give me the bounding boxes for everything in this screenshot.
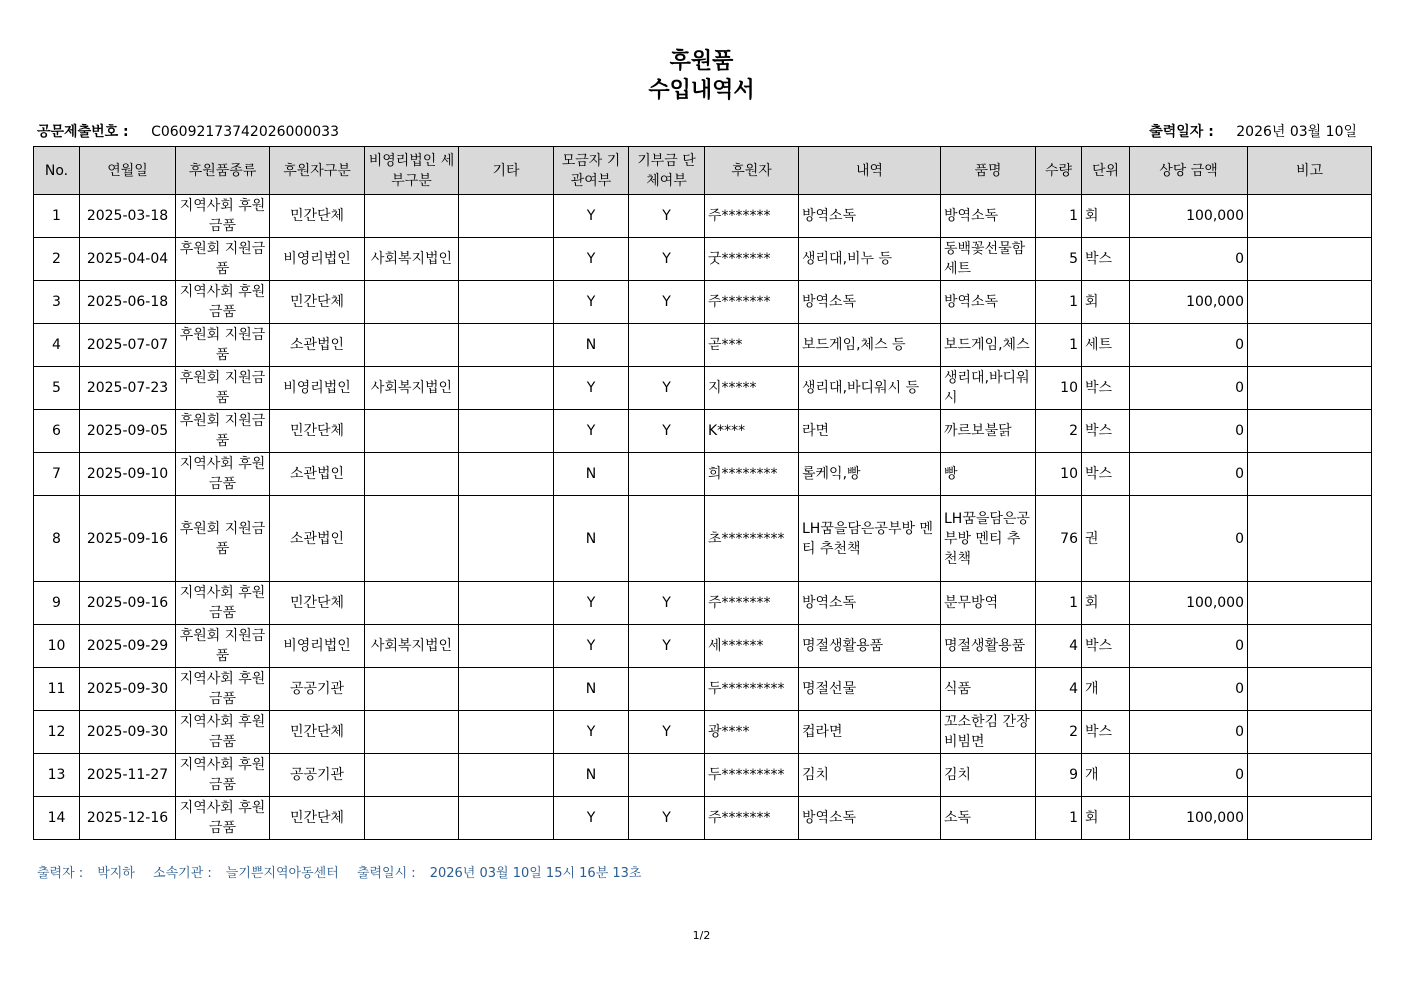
cell-unit: 회 [1082,582,1130,625]
cell-unit: 권 [1082,496,1130,582]
cell-note [1248,324,1372,367]
cell-type: 지역사회 후원금품 [176,754,270,797]
cell-donor-class: 소관법인 [270,324,365,367]
cell-donor-class: 공공기관 [270,668,365,711]
cell-date: 2025-07-07 [80,324,176,367]
cell-amount: 0 [1130,754,1248,797]
cell-np-detail [365,410,459,453]
cell-item: 방역소독 [941,281,1036,324]
col-donor: 후원자 [705,147,799,195]
cell-no: 11 [34,668,80,711]
cell-donor: 두********* [705,754,799,797]
cell-donor-class: 비영리법인 [270,238,365,281]
cell-note [1248,582,1372,625]
cell-no: 1 [34,195,80,238]
cell-type: 후원회 지원금품 [176,324,270,367]
table-header-row [34,147,1372,195]
cell-donor-class: 민간단체 [270,410,365,453]
printer-name: 박지하 [97,866,135,881]
cell-amount: 0 [1130,410,1248,453]
cell-fund-org: N [554,496,629,582]
cell-donation-org: Y [629,410,705,453]
document-title [0,47,1403,105]
cell-note [1248,711,1372,754]
cell-donor: 곧*** [705,324,799,367]
cell-no: 10 [34,625,80,668]
cell-amount: 0 [1130,668,1248,711]
cell-type: 지역사회 후원금품 [176,668,270,711]
cell-type: 지역사회 후원금품 [176,711,270,754]
cell-np-detail [365,195,459,238]
doc-number [37,121,339,141]
doc-number-label: 공문제출번호 : [37,124,129,140]
cell-etc [459,582,554,625]
cell-np-detail: 사회복지법인 [365,625,459,668]
cell-donation-org: Y [629,195,705,238]
cell-item: 방역소독 [941,195,1036,238]
col-amount: 상당 금액 [1130,147,1248,195]
col-donation-org: 기부금 단체여부 [629,147,705,195]
cell-qty: 10 [1036,453,1082,496]
cell-no: 7 [34,453,80,496]
cell-donor: 두********* [705,668,799,711]
cell-unit: 회 [1082,195,1130,238]
cell-desc: 컵라면 [799,711,941,754]
table-row [34,281,1372,324]
cell-unit: 회 [1082,281,1130,324]
cell-date: 2025-09-05 [80,410,176,453]
cell-fund-org: N [554,453,629,496]
cell-date: 2025-07-23 [80,367,176,410]
cell-unit: 박스 [1082,625,1130,668]
cell-qty: 10 [1036,367,1082,410]
cell-amount: 100,000 [1130,195,1248,238]
table-row [34,797,1372,840]
cell-desc: 명절선물 [799,668,941,711]
print-footer [37,862,656,881]
cell-donor: 세****** [705,625,799,668]
cell-date: 2025-09-30 [80,711,176,754]
cell-date: 2025-09-29 [80,625,176,668]
cell-type: 지역사회 후원금품 [176,582,270,625]
cell-qty: 9 [1036,754,1082,797]
print-date-value: 2026년 03월 10일 [1236,124,1357,140]
cell-item: 꼬소한김 간장비빔면 [941,711,1036,754]
cell-etc [459,281,554,324]
cell-np-detail [365,324,459,367]
cell-donation-org: Y [629,797,705,840]
cell-donation-org [629,453,705,496]
printer-label: 출력자 : [37,866,84,881]
printed-at-label: 출력일시 : [356,866,416,881]
cell-item: 김치 [941,754,1036,797]
cell-qty: 1 [1036,281,1082,324]
cell-type: 후원회 지원금품 [176,410,270,453]
cell-type: 지역사회 후원금품 [176,281,270,324]
cell-amount: 0 [1130,324,1248,367]
cell-donor-class: 민간단체 [270,711,365,754]
cell-desc: 라면 [799,410,941,453]
cell-desc: 김치 [799,754,941,797]
page-number: 1/2 [692,929,711,942]
cell-qty: 1 [1036,797,1082,840]
cell-date: 2025-04-04 [80,238,176,281]
table-row [34,668,1372,711]
cell-no: 6 [34,410,80,453]
col-no: No. [34,147,80,195]
cell-fund-org: Y [554,410,629,453]
cell-np-detail [365,582,459,625]
cell-etc [459,754,554,797]
printed-at: 2026년 03월 10일 15시 16분 13초 [429,866,642,881]
print-date [1149,121,1357,141]
cell-item: 분무방역 [941,582,1036,625]
cell-etc [459,324,554,367]
cell-fund-org: N [554,324,629,367]
cell-fund-org: Y [554,711,629,754]
cell-desc: 롤케익,빵 [799,453,941,496]
cell-desc: 방역소독 [799,281,941,324]
cell-no: 3 [34,281,80,324]
cell-amount: 0 [1130,367,1248,410]
cell-note [1248,238,1372,281]
cell-donor-class: 민간단체 [270,797,365,840]
cell-item: 까르보불닭 [941,410,1036,453]
print-date-label: 출력일자 : [1149,124,1214,140]
cell-note [1248,281,1372,324]
cell-unit: 개 [1082,754,1130,797]
col-desc: 내역 [799,147,941,195]
cell-item: 명절생활용품 [941,625,1036,668]
cell-desc: 방역소독 [799,582,941,625]
cell-donor: 주******* [705,195,799,238]
cell-unit: 박스 [1082,367,1130,410]
cell-qty: 2 [1036,711,1082,754]
table-row [34,582,1372,625]
cell-np-detail [365,711,459,754]
table-row [34,324,1372,367]
cell-no: 13 [34,754,80,797]
cell-donor-class: 비영리법인 [270,625,365,668]
cell-date: 2025-09-16 [80,582,176,625]
cell-desc: LH꿈을담은공부방 멘티 추천책 [799,496,941,582]
cell-item: 식품 [941,668,1036,711]
cell-no: 14 [34,797,80,840]
cell-unit: 박스 [1082,238,1130,281]
cell-no: 12 [34,711,80,754]
cell-donation-org: Y [629,238,705,281]
cell-qty: 1 [1036,582,1082,625]
cell-item: 보드게임,체스 [941,324,1036,367]
cell-donor: 초********* [705,496,799,582]
cell-donor: 광**** [705,711,799,754]
cell-item: LH꿈을담은공부방 멘티 추천책 [941,496,1036,582]
org-name: 늘기쁜지역아동센터 [225,866,339,881]
cell-desc: 방역소독 [799,797,941,840]
cell-desc: 보드게임,체스 등 [799,324,941,367]
col-etc: 기타 [459,147,554,195]
cell-note [1248,797,1372,840]
cell-type: 후원회 지원금품 [176,238,270,281]
org-label: 소속기관 : [153,866,212,881]
cell-note [1248,367,1372,410]
cell-np-detail [365,496,459,582]
cell-date: 2025-09-10 [80,453,176,496]
cell-donation-org [629,754,705,797]
cell-fund-org: N [554,668,629,711]
title-line-1: 후원품 [669,49,734,74]
cell-donation-org: Y [629,281,705,324]
cell-donation-org [629,496,705,582]
cell-donor-class: 공공기관 [270,754,365,797]
cell-type: 지역사회 후원금품 [176,453,270,496]
cell-qty: 1 [1036,195,1082,238]
cell-note [1248,754,1372,797]
cell-np-detail [365,453,459,496]
cell-np-detail [365,797,459,840]
title-line-2: 수입내역서 [648,78,755,103]
cell-fund-org: Y [554,367,629,410]
cell-donor-class: 비영리법인 [270,367,365,410]
cell-date: 2025-06-18 [80,281,176,324]
doc-number-value: C06092173742026000033 [151,124,339,140]
col-type: 후원품종류 [176,147,270,195]
cell-item: 생리대,바디워시 [941,367,1036,410]
cell-np-detail: 사회복지법인 [365,238,459,281]
cell-etc [459,453,554,496]
cell-item: 동백꽃선물함세트 [941,238,1036,281]
col-fund-org: 모금자 기관여부 [554,147,629,195]
cell-unit: 세트 [1082,324,1130,367]
cell-amount: 0 [1130,625,1248,668]
col-note: 비고 [1248,147,1372,195]
cell-donor-class: 민간단체 [270,195,365,238]
cell-date: 2025-03-18 [80,195,176,238]
cell-note [1248,668,1372,711]
cell-amount: 0 [1130,496,1248,582]
cell-no: 9 [34,582,80,625]
cell-np-detail: 사회복지법인 [365,367,459,410]
table-row [34,453,1372,496]
cell-amount: 0 [1130,238,1248,281]
cell-item: 소독 [941,797,1036,840]
cell-qty: 2 [1036,410,1082,453]
table-row [34,711,1372,754]
col-unit: 단위 [1082,147,1130,195]
cell-amount: 100,000 [1130,797,1248,840]
col-qty: 수량 [1036,147,1082,195]
cell-unit: 회 [1082,797,1130,840]
cell-amount: 0 [1130,711,1248,754]
cell-note [1248,410,1372,453]
table-row [34,238,1372,281]
cell-note [1248,453,1372,496]
col-date: 연월일 [80,147,176,195]
cell-donor: K**** [705,410,799,453]
cell-donor: 주******* [705,281,799,324]
cell-donor: 주******* [705,582,799,625]
cell-donor-class: 민간단체 [270,582,365,625]
cell-donor-class: 소관법인 [270,496,365,582]
cell-note [1248,625,1372,668]
table-row [34,625,1372,668]
cell-fund-org: Y [554,195,629,238]
cell-no: 4 [34,324,80,367]
cell-no: 8 [34,496,80,582]
cell-etc [459,668,554,711]
cell-unit: 개 [1082,668,1130,711]
cell-unit: 박스 [1082,711,1130,754]
cell-amount: 0 [1130,453,1248,496]
cell-amount: 100,000 [1130,582,1248,625]
cell-fund-org: Y [554,625,629,668]
cell-date: 2025-12-16 [80,797,176,840]
cell-donor: 주******* [705,797,799,840]
cell-donation-org: Y [629,711,705,754]
cell-desc: 명절생활용품 [799,625,941,668]
cell-qty: 5 [1036,238,1082,281]
cell-qty: 4 [1036,668,1082,711]
cell-etc [459,496,554,582]
cell-note [1248,195,1372,238]
table-row [34,410,1372,453]
cell-donation-org: Y [629,367,705,410]
cell-donation-org: Y [629,582,705,625]
cell-qty: 4 [1036,625,1082,668]
table-row [34,754,1372,797]
donation-table [33,146,1372,840]
cell-np-detail [365,668,459,711]
cell-etc [459,797,554,840]
cell-date: 2025-11-27 [80,754,176,797]
cell-donor: 희******** [705,453,799,496]
cell-no: 2 [34,238,80,281]
cell-donation-org [629,668,705,711]
cell-donor-class: 소관법인 [270,453,365,496]
cell-type: 후원회 지원금품 [176,625,270,668]
cell-note [1248,496,1372,582]
col-np-detail: 비영리법인 세부구분 [365,147,459,195]
cell-donation-org [629,324,705,367]
cell-donor: 지***** [705,367,799,410]
table-row [34,367,1372,410]
cell-type: 후원회 지원금품 [176,367,270,410]
cell-qty: 76 [1036,496,1082,582]
cell-donor: 굿******* [705,238,799,281]
cell-item: 빵 [941,453,1036,496]
cell-amount: 100,000 [1130,281,1248,324]
cell-etc [459,625,554,668]
cell-type: 후원회 지원금품 [176,496,270,582]
col-donor-class: 후원자구분 [270,147,365,195]
cell-np-detail [365,754,459,797]
cell-donation-org: Y [629,625,705,668]
cell-fund-org: Y [554,797,629,840]
cell-fund-org: N [554,754,629,797]
cell-etc [459,367,554,410]
cell-date: 2025-09-30 [80,668,176,711]
cell-qty: 1 [1036,324,1082,367]
cell-unit: 박스 [1082,453,1130,496]
cell-fund-org: Y [554,281,629,324]
cell-desc: 생리대,비누 등 [799,238,941,281]
cell-date: 2025-09-16 [80,496,176,582]
cell-etc [459,238,554,281]
table-row [34,496,1372,582]
col-item: 품명 [941,147,1036,195]
cell-type: 지역사회 후원금품 [176,195,270,238]
cell-etc [459,711,554,754]
cell-type: 지역사회 후원금품 [176,797,270,840]
cell-fund-org: Y [554,582,629,625]
cell-unit: 박스 [1082,410,1130,453]
cell-desc: 방역소독 [799,195,941,238]
cell-np-detail [365,281,459,324]
table-row [34,195,1372,238]
cell-desc: 생리대,바디워시 등 [799,367,941,410]
cell-donor-class: 민간단체 [270,281,365,324]
cell-etc [459,195,554,238]
cell-no: 5 [34,367,80,410]
cell-fund-org: Y [554,238,629,281]
cell-etc [459,410,554,453]
